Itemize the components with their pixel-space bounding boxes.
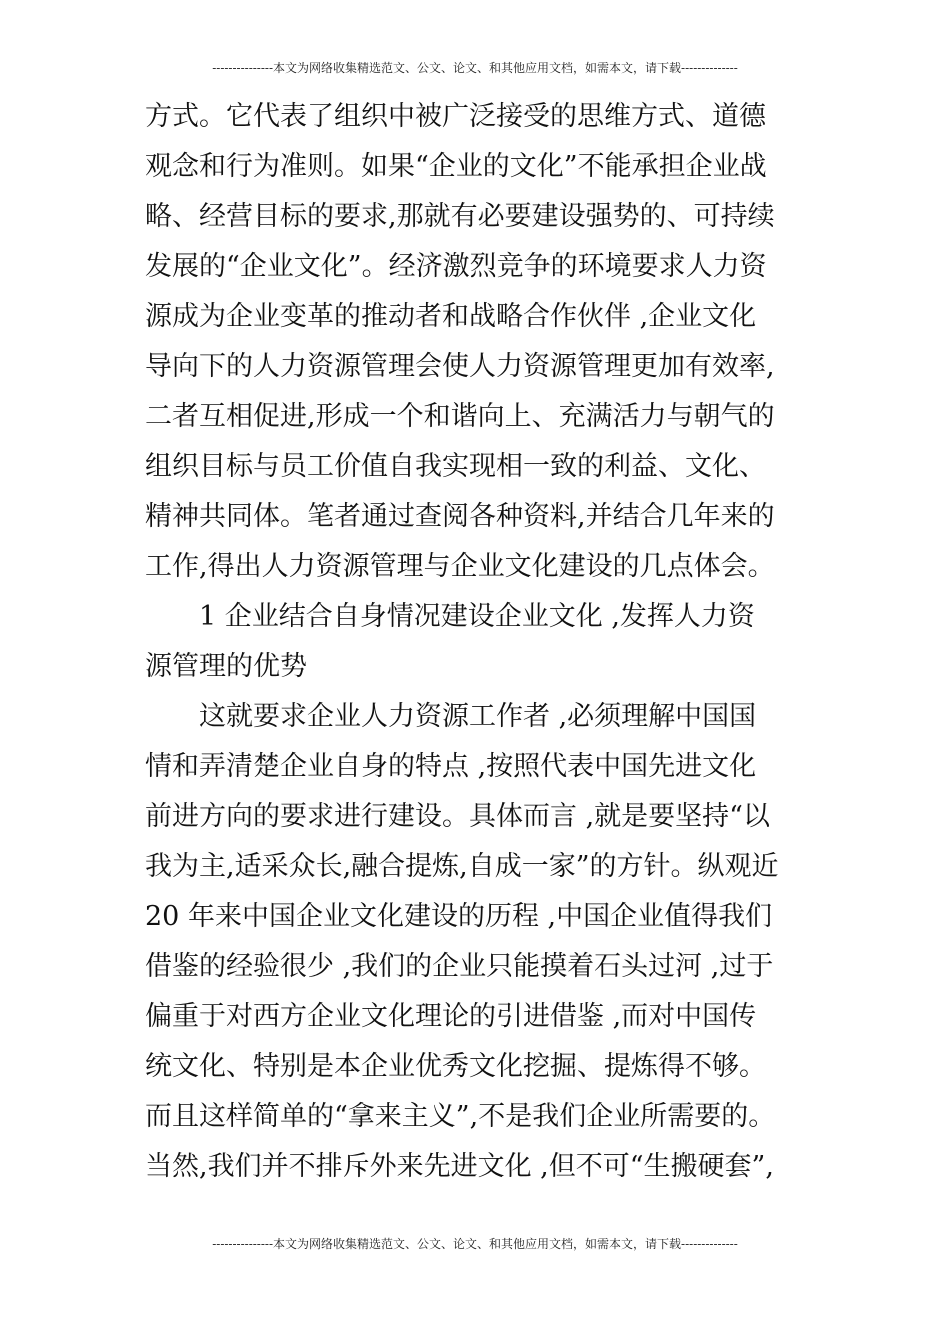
- body-line: 精神共同体。笔者通过查阅各种资料,并结合几年来的: [145, 501, 775, 532]
- body-line: 工作,得出人力资源管理与企业文化建设的几点体会。: [145, 551, 775, 582]
- section-heading-line: 1 企业结合自身情况建设企业文化 ,发挥人力资: [199, 601, 755, 632]
- section-heading-line: 源管理的优势: [145, 651, 307, 682]
- body-line: 我为主,适采众长,融合提炼,自成一家”的方针。纵观近: [145, 851, 779, 882]
- body-line: 二者互相促进,形成一个和谐向上、充满活力与朝气的: [145, 401, 775, 432]
- body-line: 观念和行为准则。如果“企业的文化”不能承担企业战: [145, 151, 767, 182]
- body-line: 发展的“企业文化”。经济激烈竞争的环境要求人力资: [145, 251, 767, 282]
- footer-banner: ---------------本文为网络收集精选范文、公文、论文、和其他应用文档，如需本文，请下载--------------: [212, 1237, 738, 1251]
- body-line: 源成为企业变革的推动者和战略合作伙伴 ,企业文化: [145, 301, 757, 332]
- body-line: 导向下的人力资源管理会使人力资源管理更加有效率,: [145, 351, 775, 382]
- body-line: 略、经营目标的要求,那就有必要建设强势的、可持续: [145, 201, 775, 232]
- body-line: 借鉴的经验很少 ,我们的企业只能摸着石头过河 ,过于: [145, 951, 774, 982]
- body-line: 偏重于对西方企业文化理论的引进借鉴 ,而对中国传: [145, 1001, 757, 1032]
- body-line: 当然,我们并不排斥外来先进文化 ,但不可“生搬硬套”,: [145, 1151, 774, 1182]
- body-line: 方式。它代表了组织中被广泛接受的思维方式、道德: [145, 101, 766, 132]
- body-line: 统文化、特别是本企业优秀文化挖掘、提炼得不够。: [145, 1051, 766, 1082]
- body-line: 这就要求企业人力资源工作者 ,必须理解中国国: [199, 701, 757, 732]
- body-line: 20 年来中国企业文化建设的历程 ,中国企业值得我们: [145, 901, 773, 932]
- body-line: 组织目标与员工价值自我实现相一致的利益、文化、: [145, 451, 766, 482]
- body-line: 前进方向的要求进行建设。具体而言 ,就是要坚持“以: [145, 801, 770, 832]
- body-line: 而且这样简单的“拿来主义”,不是我们企业所需要的。: [145, 1101, 776, 1132]
- header-banner: ---------------本文为网络收集精选范文、公文、论文、和其他应用文档，如需本文，请下载--------------: [212, 61, 738, 75]
- body-line: 情和弄清楚企业自身的特点 ,按照代表中国先进文化: [145, 751, 757, 782]
- document-body: [145, 92, 815, 1192]
